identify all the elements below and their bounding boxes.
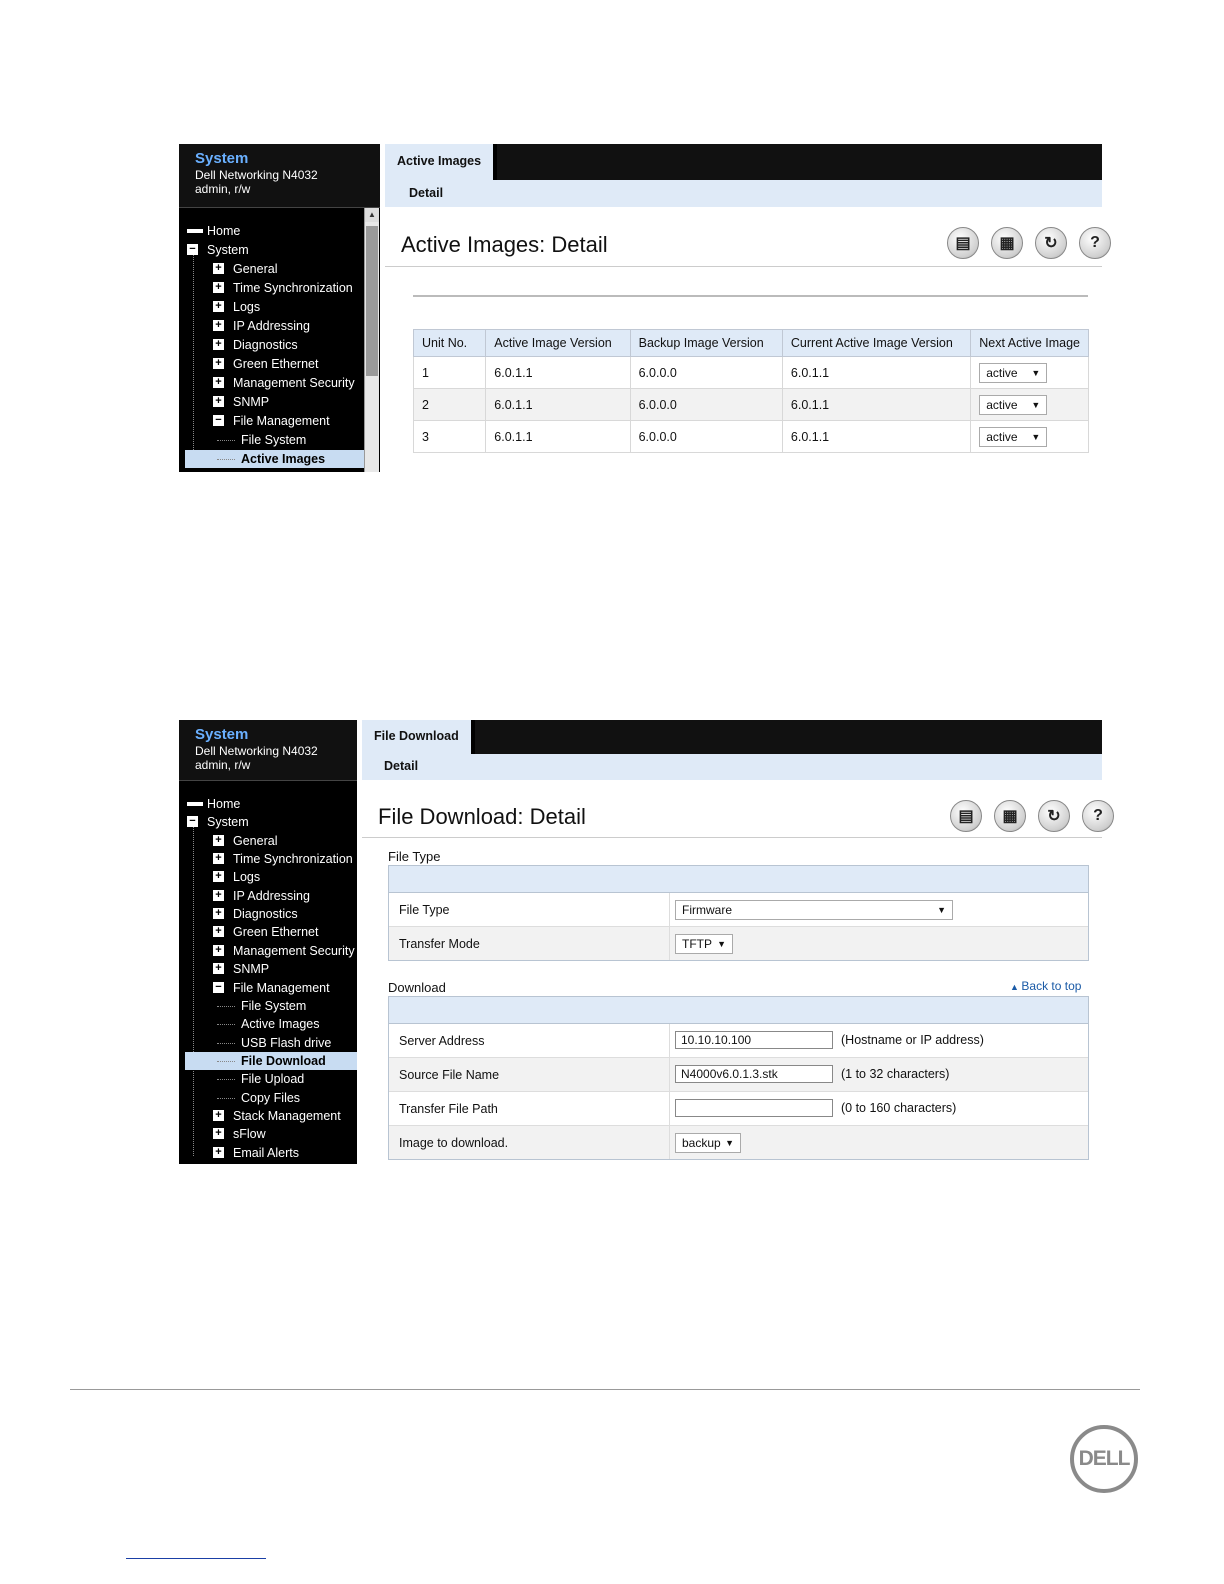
tree-item[interactable] [179, 795, 351, 813]
sidebar-header [179, 144, 380, 208]
sub-tab-bar [385, 180, 1102, 207]
tree-item[interactable] [179, 222, 359, 240]
select-value: backup [682, 1136, 721, 1150]
file-type-select[interactable] [675, 900, 953, 920]
unit-cell: 2 [414, 389, 486, 421]
plus-icon[interactable]: + [213, 358, 224, 369]
subtab-detail[interactable]: Detail [384, 759, 419, 773]
tree-item-label: File System [241, 998, 307, 1013]
home-icon [187, 802, 203, 806]
plus-icon[interactable]: + [213, 945, 224, 956]
file-type-row [389, 893, 1088, 927]
plus-icon[interactable]: + [213, 282, 224, 293]
navigation-tree [179, 222, 380, 472]
tree-item-label: Active Images [241, 452, 326, 466]
scroll-thumb[interactable] [366, 226, 378, 376]
print-icon[interactable]: ▦ [991, 227, 1023, 259]
server-address-input[interactable]: 10.10.10.100 [675, 1031, 833, 1049]
main-panel [385, 144, 1102, 472]
chevron-down-icon: ▼ [1031, 399, 1041, 410]
tree-item[interactable] [179, 868, 351, 886]
tree-connector [217, 1024, 235, 1025]
transfer-path-input[interactable] [675, 1099, 833, 1117]
plus-icon[interactable]: + [213, 1110, 224, 1121]
next-image-select[interactable] [979, 427, 1047, 447]
sub-tab-bar [362, 754, 1102, 780]
image-to-download-label: Image to download. [399, 1136, 509, 1150]
tree-item[interactable] [179, 1107, 351, 1125]
tree-item[interactable] [179, 241, 359, 259]
page-title: File Download: Detail [378, 804, 586, 829]
tree-item[interactable] [179, 260, 359, 278]
scroll-up-icon[interactable]: ▲ [365, 208, 379, 222]
select-value: Firmware [682, 903, 732, 917]
tree-item-label: Logs [233, 300, 261, 314]
image-to-download-select[interactable] [675, 1133, 741, 1153]
subtab-detail[interactable]: Detail [409, 186, 444, 200]
select-value: TFTP [682, 937, 712, 951]
minus-icon[interactable]: − [187, 244, 198, 255]
file-type-label: File Type [399, 903, 450, 917]
sidebar [179, 144, 380, 472]
file-type-section-label: File Type [388, 849, 441, 864]
sidebar-title: System [195, 726, 249, 743]
tree-connector [217, 1061, 235, 1062]
current-version-cell: 6.0.1.1 [782, 421, 970, 453]
plus-icon[interactable]: + [213, 926, 224, 937]
plus-icon[interactable]: + [213, 835, 224, 846]
help-icon[interactable]: ? [1082, 800, 1114, 832]
tree-item[interactable] [179, 431, 359, 449]
tree-connector [217, 1098, 235, 1099]
section-divider [413, 295, 1088, 297]
minus-icon[interactable]: − [213, 415, 224, 426]
select-value: active [986, 429, 1018, 444]
save-icon[interactable]: ▤ [950, 800, 982, 832]
back-to-top-label: Back to top [1021, 979, 1082, 993]
plus-icon[interactable]: + [213, 377, 224, 388]
tree-connector [217, 1043, 235, 1044]
transfer-path-label: Transfer File Path [399, 1102, 498, 1116]
tree-item[interactable] [179, 336, 359, 354]
back-to-top-link[interactable] [1010, 979, 1081, 993]
tree-item[interactable] [185, 1052, 357, 1070]
footer-divider [70, 1389, 1140, 1390]
help-icon[interactable]: ? [1079, 227, 1111, 259]
tree-item[interactable] [179, 832, 351, 850]
plus-icon[interactable]: + [213, 320, 224, 331]
home-icon [187, 229, 203, 233]
tree-item[interactable] [179, 355, 359, 373]
next-image-cell [971, 357, 1089, 389]
tree-item-label: Time Synchronization [233, 281, 353, 295]
tree-item[interactable] [179, 1125, 351, 1143]
tree-connector [217, 459, 235, 460]
tab-file-download[interactable]: File Download [362, 720, 475, 754]
active-images-table [413, 329, 1089, 453]
tree-item-label: IP Addressing [233, 888, 310, 903]
tree-item[interactable] [179, 1015, 351, 1033]
next-image-cell [971, 421, 1089, 453]
table-row [414, 421, 1089, 453]
tree-item-label: Home [207, 797, 241, 811]
main-panel [362, 720, 1102, 1164]
tree-item[interactable] [179, 850, 351, 868]
tree-connector [217, 1006, 235, 1007]
plus-icon[interactable]: + [213, 339, 224, 350]
chevron-down-icon: ▼ [717, 939, 726, 949]
dell-logo: DELL [1070, 1425, 1138, 1493]
tab-active-images[interactable]: Active Images [385, 144, 497, 180]
user-info: admin, r/w [195, 758, 251, 772]
active-version-cell: 6.0.1.1 [486, 357, 630, 389]
server-address-label: Server Address [399, 1034, 485, 1048]
plus-icon[interactable]: + [213, 963, 224, 974]
plus-icon[interactable]: + [213, 263, 224, 274]
next-image-select[interactable] [979, 395, 1047, 415]
active-version-cell: 6.0.1.1 [486, 421, 630, 453]
plus-icon[interactable]: + [213, 301, 224, 312]
sidebar-scrollbar[interactable] [364, 208, 379, 472]
plus-icon[interactable]: + [213, 1128, 224, 1139]
tree-item[interactable] [179, 960, 351, 978]
tree-item-label: Green Ethernet [233, 357, 319, 371]
tree-item-label: USB Flash drive [241, 1035, 332, 1050]
tree-item[interactable] [179, 979, 351, 997]
tree-item-label: Stack Management [233, 1108, 341, 1123]
download-form [388, 996, 1089, 1160]
transfer-mode-row [389, 927, 1088, 960]
tree-item-label: SNMP [233, 962, 270, 977]
tree-item[interactable] [179, 942, 355, 960]
backup-version-cell: 6.0.0.0 [630, 357, 782, 389]
transfer-path-row [389, 1092, 1088, 1126]
tree-item-label: SNMP [233, 395, 270, 409]
minus-icon[interactable]: − [213, 982, 224, 993]
plus-icon[interactable]: + [213, 890, 224, 901]
tree-item-label: Management Security [233, 376, 355, 390]
plus-icon[interactable]: + [213, 1147, 224, 1158]
table-row [414, 389, 1089, 421]
sidebar [179, 720, 357, 1164]
tree-item-label: System [207, 243, 249, 257]
tree-item-label: Management Security [233, 943, 355, 958]
tree-item-label: Active Images [241, 1017, 320, 1032]
tree-item[interactable] [179, 1070, 351, 1088]
tree-item-label: Diagnostics [233, 907, 298, 922]
column-header[interactable]: Unit No. [414, 330, 486, 357]
tree-item-label: Home [207, 224, 241, 238]
tree-item[interactable] [179, 813, 351, 831]
tree-item[interactable] [185, 450, 365, 468]
plus-icon[interactable]: + [213, 908, 224, 919]
tree-item[interactable] [179, 393, 359, 411]
tree-item[interactable] [179, 923, 351, 941]
sidebar-header [179, 720, 357, 781]
tree-item[interactable] [179, 887, 351, 905]
backup-version-cell: 6.0.0.0 [630, 421, 782, 453]
column-header[interactable]: Active Image Version [486, 330, 630, 357]
tree-item[interactable] [179, 1034, 351, 1052]
active-images-screenshot [179, 144, 1102, 472]
up-arrow-icon: ▲ [1010, 982, 1022, 992]
tree-connector [217, 440, 235, 441]
file-download-screenshot [179, 720, 1102, 1164]
title-divider [362, 837, 1102, 838]
transfer-path-hint: (0 to 160 characters) [841, 1101, 957, 1115]
tree-item-label: File Upload [241, 1072, 305, 1087]
device-name: Dell Networking N4032 [195, 744, 318, 758]
tree-item-label: File Management [233, 414, 330, 428]
tree-item-label: General [233, 833, 278, 848]
tree-item-label: Time Synchronization [233, 852, 353, 867]
tree-item-label: General [233, 262, 278, 276]
source-file-label: Source File Name [399, 1068, 500, 1082]
chevron-down-icon: ▼ [725, 1138, 734, 1148]
minus-icon[interactable]: − [187, 816, 198, 827]
refresh-icon[interactable]: ↻ [1038, 800, 1070, 832]
column-header[interactable]: Next Active Image [971, 330, 1089, 357]
tree-item-label: Email Alerts [233, 1145, 299, 1160]
chevron-down-icon: ▼ [1031, 431, 1041, 442]
chevron-down-icon: ▼ [937, 905, 946, 915]
title-divider [385, 266, 1102, 267]
tree-item-label: Copy Files [241, 1090, 301, 1105]
form-header [389, 997, 1088, 1024]
form-header [389, 866, 1088, 893]
toolbar [947, 227, 1111, 259]
column-header[interactable]: Current Active Image Version [782, 330, 970, 357]
source-file-input[interactable]: N4000v6.0.1.3.stk [675, 1065, 833, 1083]
tree-item-label: IP Addressing [233, 319, 310, 333]
plus-icon[interactable]: + [213, 871, 224, 882]
table-header-row [414, 330, 1089, 357]
file-type-form [388, 865, 1089, 961]
backup-version-cell: 6.0.0.0 [630, 389, 782, 421]
transfer-mode-label: Transfer Mode [399, 937, 480, 951]
unit-cell: 3 [414, 421, 486, 453]
current-version-cell: 6.0.1.1 [782, 389, 970, 421]
tree-item-label: Diagnostics [233, 338, 298, 352]
toolbar [950, 800, 1114, 832]
select-value: active [986, 397, 1018, 412]
tree-item[interactable] [179, 279, 359, 297]
tree-item-label: File Management [233, 980, 330, 995]
save-icon[interactable]: ▤ [947, 227, 979, 259]
page-title: Active Images: Detail [401, 232, 608, 257]
image-to-download-row [389, 1126, 1088, 1159]
navigation-tree [179, 795, 357, 1164]
download-section-label: Download [388, 980, 446, 995]
tree-connector [217, 1079, 235, 1080]
refresh-icon[interactable]: ↻ [1035, 227, 1067, 259]
source-file-hint: (1 to 32 characters) [841, 1067, 950, 1081]
tree-item[interactable] [179, 997, 351, 1015]
next-image-select[interactable] [979, 363, 1047, 383]
tree-item-label: System [207, 815, 249, 830]
column-header[interactable]: Backup Image Version [630, 330, 782, 357]
transfer-mode-select[interactable] [675, 934, 733, 954]
source-file-row [389, 1058, 1088, 1092]
tree-item-label: Logs [233, 870, 261, 885]
tree-item[interactable] [179, 298, 359, 316]
next-image-cell [971, 389, 1089, 421]
table-row [414, 357, 1089, 389]
tree-item[interactable] [179, 412, 359, 430]
print-icon[interactable]: ▦ [994, 800, 1026, 832]
device-name: Dell Networking N4032 [195, 168, 318, 182]
plus-icon[interactable]: + [213, 853, 224, 864]
server-address-hint: (Hostname or IP address) [841, 1033, 984, 1047]
unit-cell: 1 [414, 357, 486, 389]
sidebar-title: System [195, 150, 249, 167]
tree-item-label: File System [241, 433, 307, 447]
tree-item[interactable] [179, 1089, 351, 1107]
tree-item-label: Green Ethernet [233, 925, 319, 940]
tree-item-label: sFlow [233, 1127, 266, 1142]
server-address-row [389, 1024, 1088, 1058]
tree-item[interactable] [179, 905, 351, 923]
current-version-cell: 6.0.1.1 [782, 357, 970, 389]
tree-item[interactable] [179, 317, 359, 335]
tree-item[interactable] [179, 1144, 351, 1162]
user-info: admin, r/w [195, 182, 251, 196]
tree-item-label: File Download [241, 1053, 326, 1068]
select-value: active [986, 365, 1018, 380]
footer-link-underline[interactable] [126, 1558, 266, 1559]
chevron-down-icon: ▼ [1031, 367, 1041, 378]
plus-icon[interactable]: + [213, 396, 224, 407]
tree-item[interactable] [179, 374, 359, 392]
active-version-cell: 6.0.1.1 [486, 389, 630, 421]
